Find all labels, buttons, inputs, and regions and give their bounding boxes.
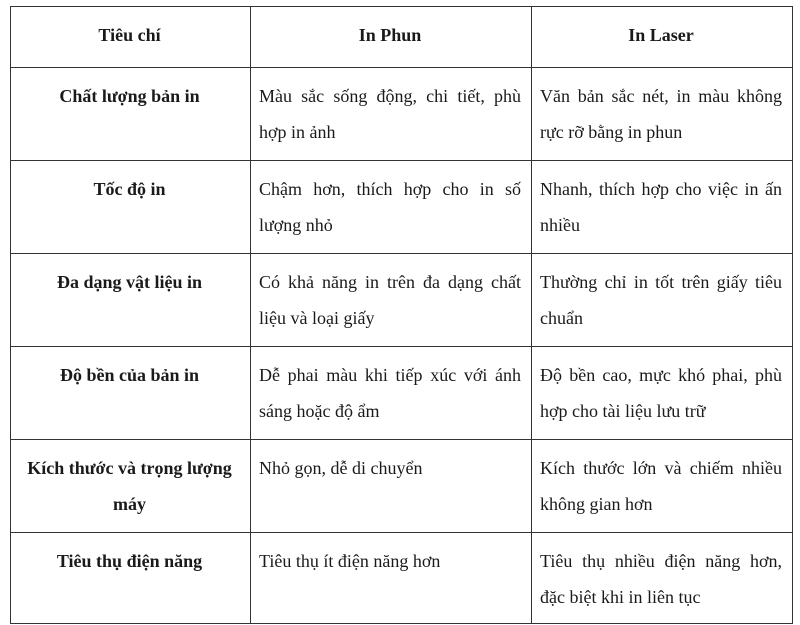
laser-cell: Kích thước lớn và chiếm nhiều không gian hơn <box>532 440 793 533</box>
table-row <box>11 533 793 624</box>
laser-cell: Độ bền cao, mực khó phai, phù hợp cho tài liệu lưu trữ <box>532 347 793 440</box>
laser-cell: Nhanh, thích hợp cho việc in ấn nhiều <box>532 161 793 254</box>
table-row <box>11 440 793 533</box>
table-row <box>11 68 793 161</box>
inkjet-cell: Nhỏ gọn, dễ di chuyển <box>251 440 532 533</box>
criterion-cell: Độ bền của bản in <box>11 347 251 440</box>
table-row <box>11 347 793 440</box>
header-laser: In Laser <box>532 7 793 68</box>
criterion-cell: Chất lượng bản in <box>11 68 251 161</box>
inkjet-cell: Có khả năng in trên đa dạng chất liệu và loại giấy <box>251 254 532 347</box>
inkjet-cell: Màu sắc sống động, chi tiết, phù hợp in ảnh <box>251 68 532 161</box>
criterion-cell: Tốc độ in <box>11 161 251 254</box>
table-row <box>11 254 793 347</box>
laser-cell: Văn bản sắc nét, in màu không rực rỡ bằng in phun <box>532 68 793 161</box>
laser-cell: Tiêu thụ nhiều điện năng hơn, đặc biệt khi in liên tục <box>532 533 793 624</box>
comparison-table <box>10 6 793 624</box>
criterion-cell: Kích thước và trọng lượng máy <box>11 440 251 533</box>
inkjet-cell: Tiêu thụ ít điện năng hơn <box>251 533 532 624</box>
laser-cell: Thường chỉ in tốt trên giấy tiêu chuẩn <box>532 254 793 347</box>
inkjet-cell: Dễ phai màu khi tiếp xúc với ánh sáng hoặc độ ẩm <box>251 347 532 440</box>
header-inkjet: In Phun <box>251 7 532 68</box>
table-row <box>11 161 793 254</box>
table-header-row <box>11 7 793 68</box>
criterion-cell: Đa dạng vật liệu in <box>11 254 251 347</box>
criterion-cell: Tiêu thụ điện năng <box>11 533 251 624</box>
header-criteria: Tiêu chí <box>11 7 251 68</box>
inkjet-cell: Chậm hơn, thích hợp cho in số lượng nhỏ <box>251 161 532 254</box>
